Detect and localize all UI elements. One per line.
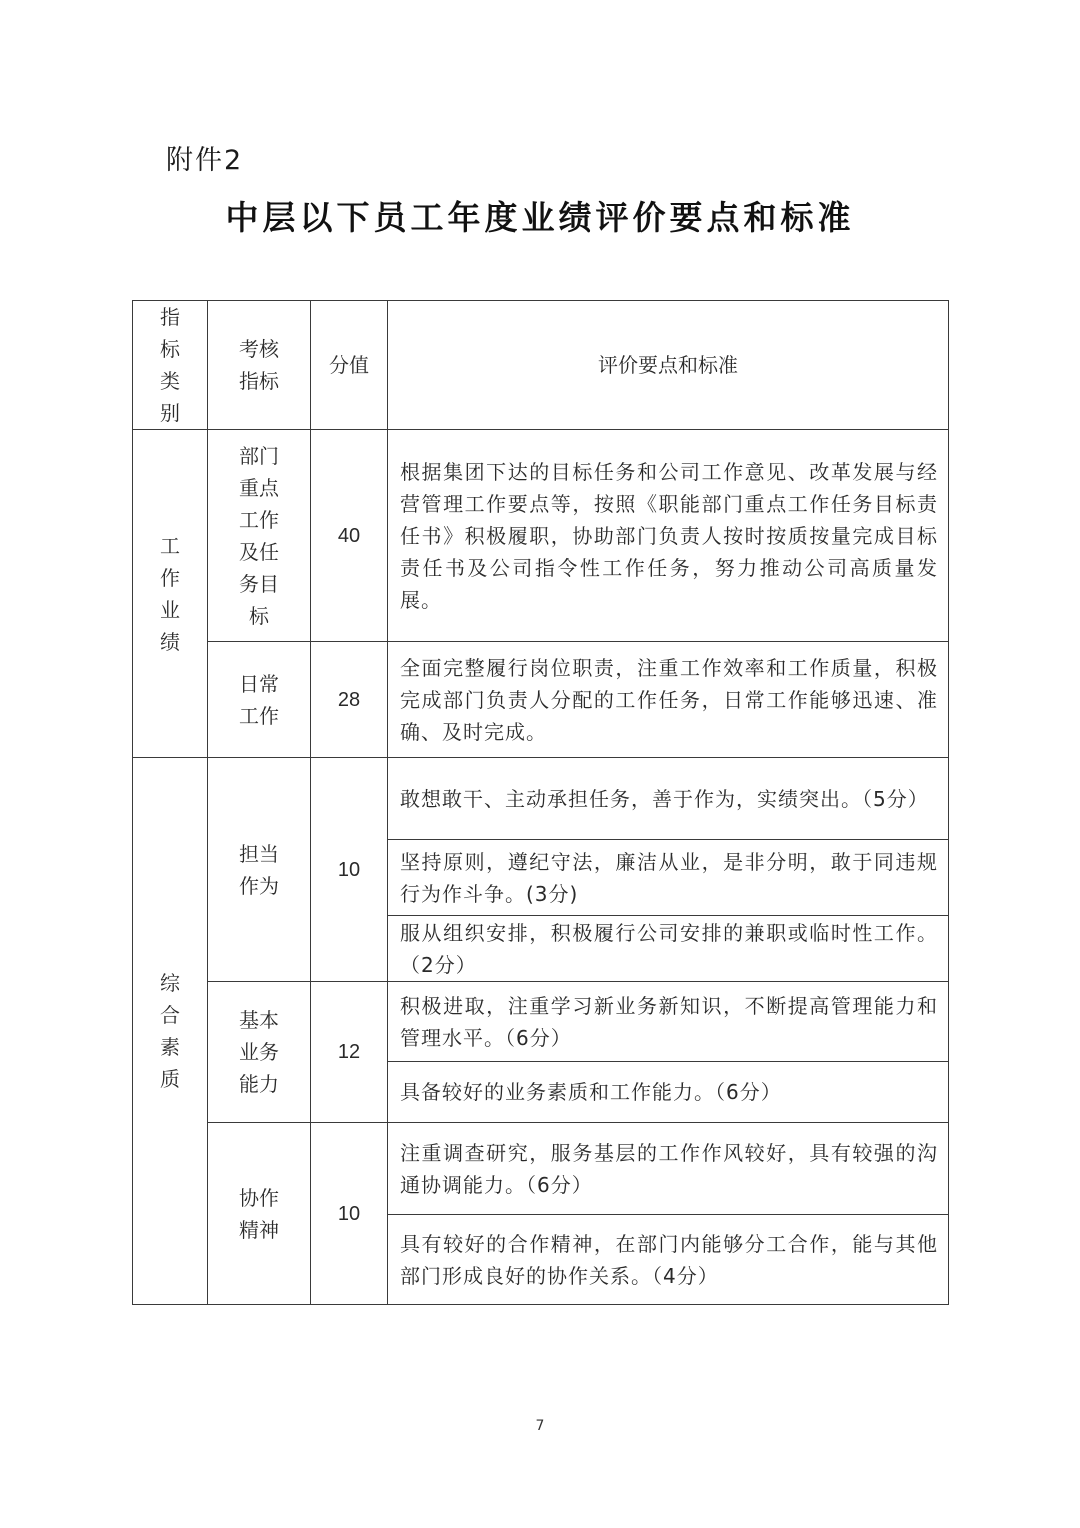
criteria-cell: 全面完整履行岗位职责，注重工作效率和工作质量，积极完成部门负责人分配的工作任务，日常工作能够迅速、准确、及时完成。 — [388, 642, 949, 758]
criteria-cell: 服从组织安排，积极履行公司安排的兼职或临时性工作。（2分） — [388, 916, 949, 982]
attachment-label: 附件2 — [166, 145, 244, 176]
table-row — [133, 758, 949, 840]
score-cell: 10 — [311, 1123, 388, 1305]
page-title: 中层以下员工年度业绩评价要点和标准 — [225, 198, 855, 237]
score-cell: 40 — [311, 430, 388, 642]
table-header-row — [133, 301, 949, 430]
indicator-cell: 日常工作 — [208, 642, 311, 758]
criteria-cell: 注重调查研究，服务基层的工作作风较好，具有较强的沟通协调能力。（6分） — [388, 1123, 949, 1215]
header-score: 分值 — [311, 301, 388, 430]
criteria-cell: 积极进取，注重学习新业务新知识，不断提高管理能力和管理水平。（6分） — [388, 982, 949, 1062]
criteria-cell: 具备较好的业务素质和工作能力。（6分） — [388, 1062, 949, 1123]
indicator-cell: 担当作为 — [208, 758, 311, 982]
score-cell: 10 — [311, 758, 388, 982]
criteria-cell: 坚持原则，遵纪守法，廉洁从业，是非分明，敢于同违规行为作斗争。(3分) — [388, 840, 949, 916]
score-cell: 12 — [311, 982, 388, 1123]
header-category: 指标类别 — [133, 301, 208, 430]
table-row — [133, 982, 949, 1062]
category-cell: 工作业绩 — [133, 430, 208, 758]
table-row — [133, 1123, 949, 1215]
page-number: 7 — [535, 1418, 545, 1434]
score-cell: 28 — [311, 642, 388, 758]
category-cell: 综合素质 — [133, 758, 208, 1305]
header-indicator: 考核指标 — [208, 301, 311, 430]
table-row — [133, 430, 949, 642]
header-criteria: 评价要点和标准 — [388, 301, 949, 430]
indicator-cell: 协作精神 — [208, 1123, 311, 1305]
criteria-cell: 根据集团下达的目标任务和公司工作意见、改革发展与经营管理工作要点等，按照《职能部门重点工作任务目标责任书》积极履职，协助部门负责人按时按质按量完成目标责任书及公司指令性工作任务，努力推动公司高质量发展。 — [388, 430, 949, 642]
criteria-cell: 具有较好的合作精神，在部门内能够分工合作，能与其他部门形成良好的协作关系。（4分） — [388, 1215, 949, 1305]
indicator-cell: 部门重点工作及任务目标 — [208, 430, 311, 642]
evaluation-table — [132, 300, 949, 1305]
indicator-cell: 基本业务能力 — [208, 982, 311, 1123]
table-row — [133, 642, 949, 758]
criteria-cell: 敢想敢干、主动承担任务，善于作为，实绩突出。（5分） — [388, 758, 949, 840]
